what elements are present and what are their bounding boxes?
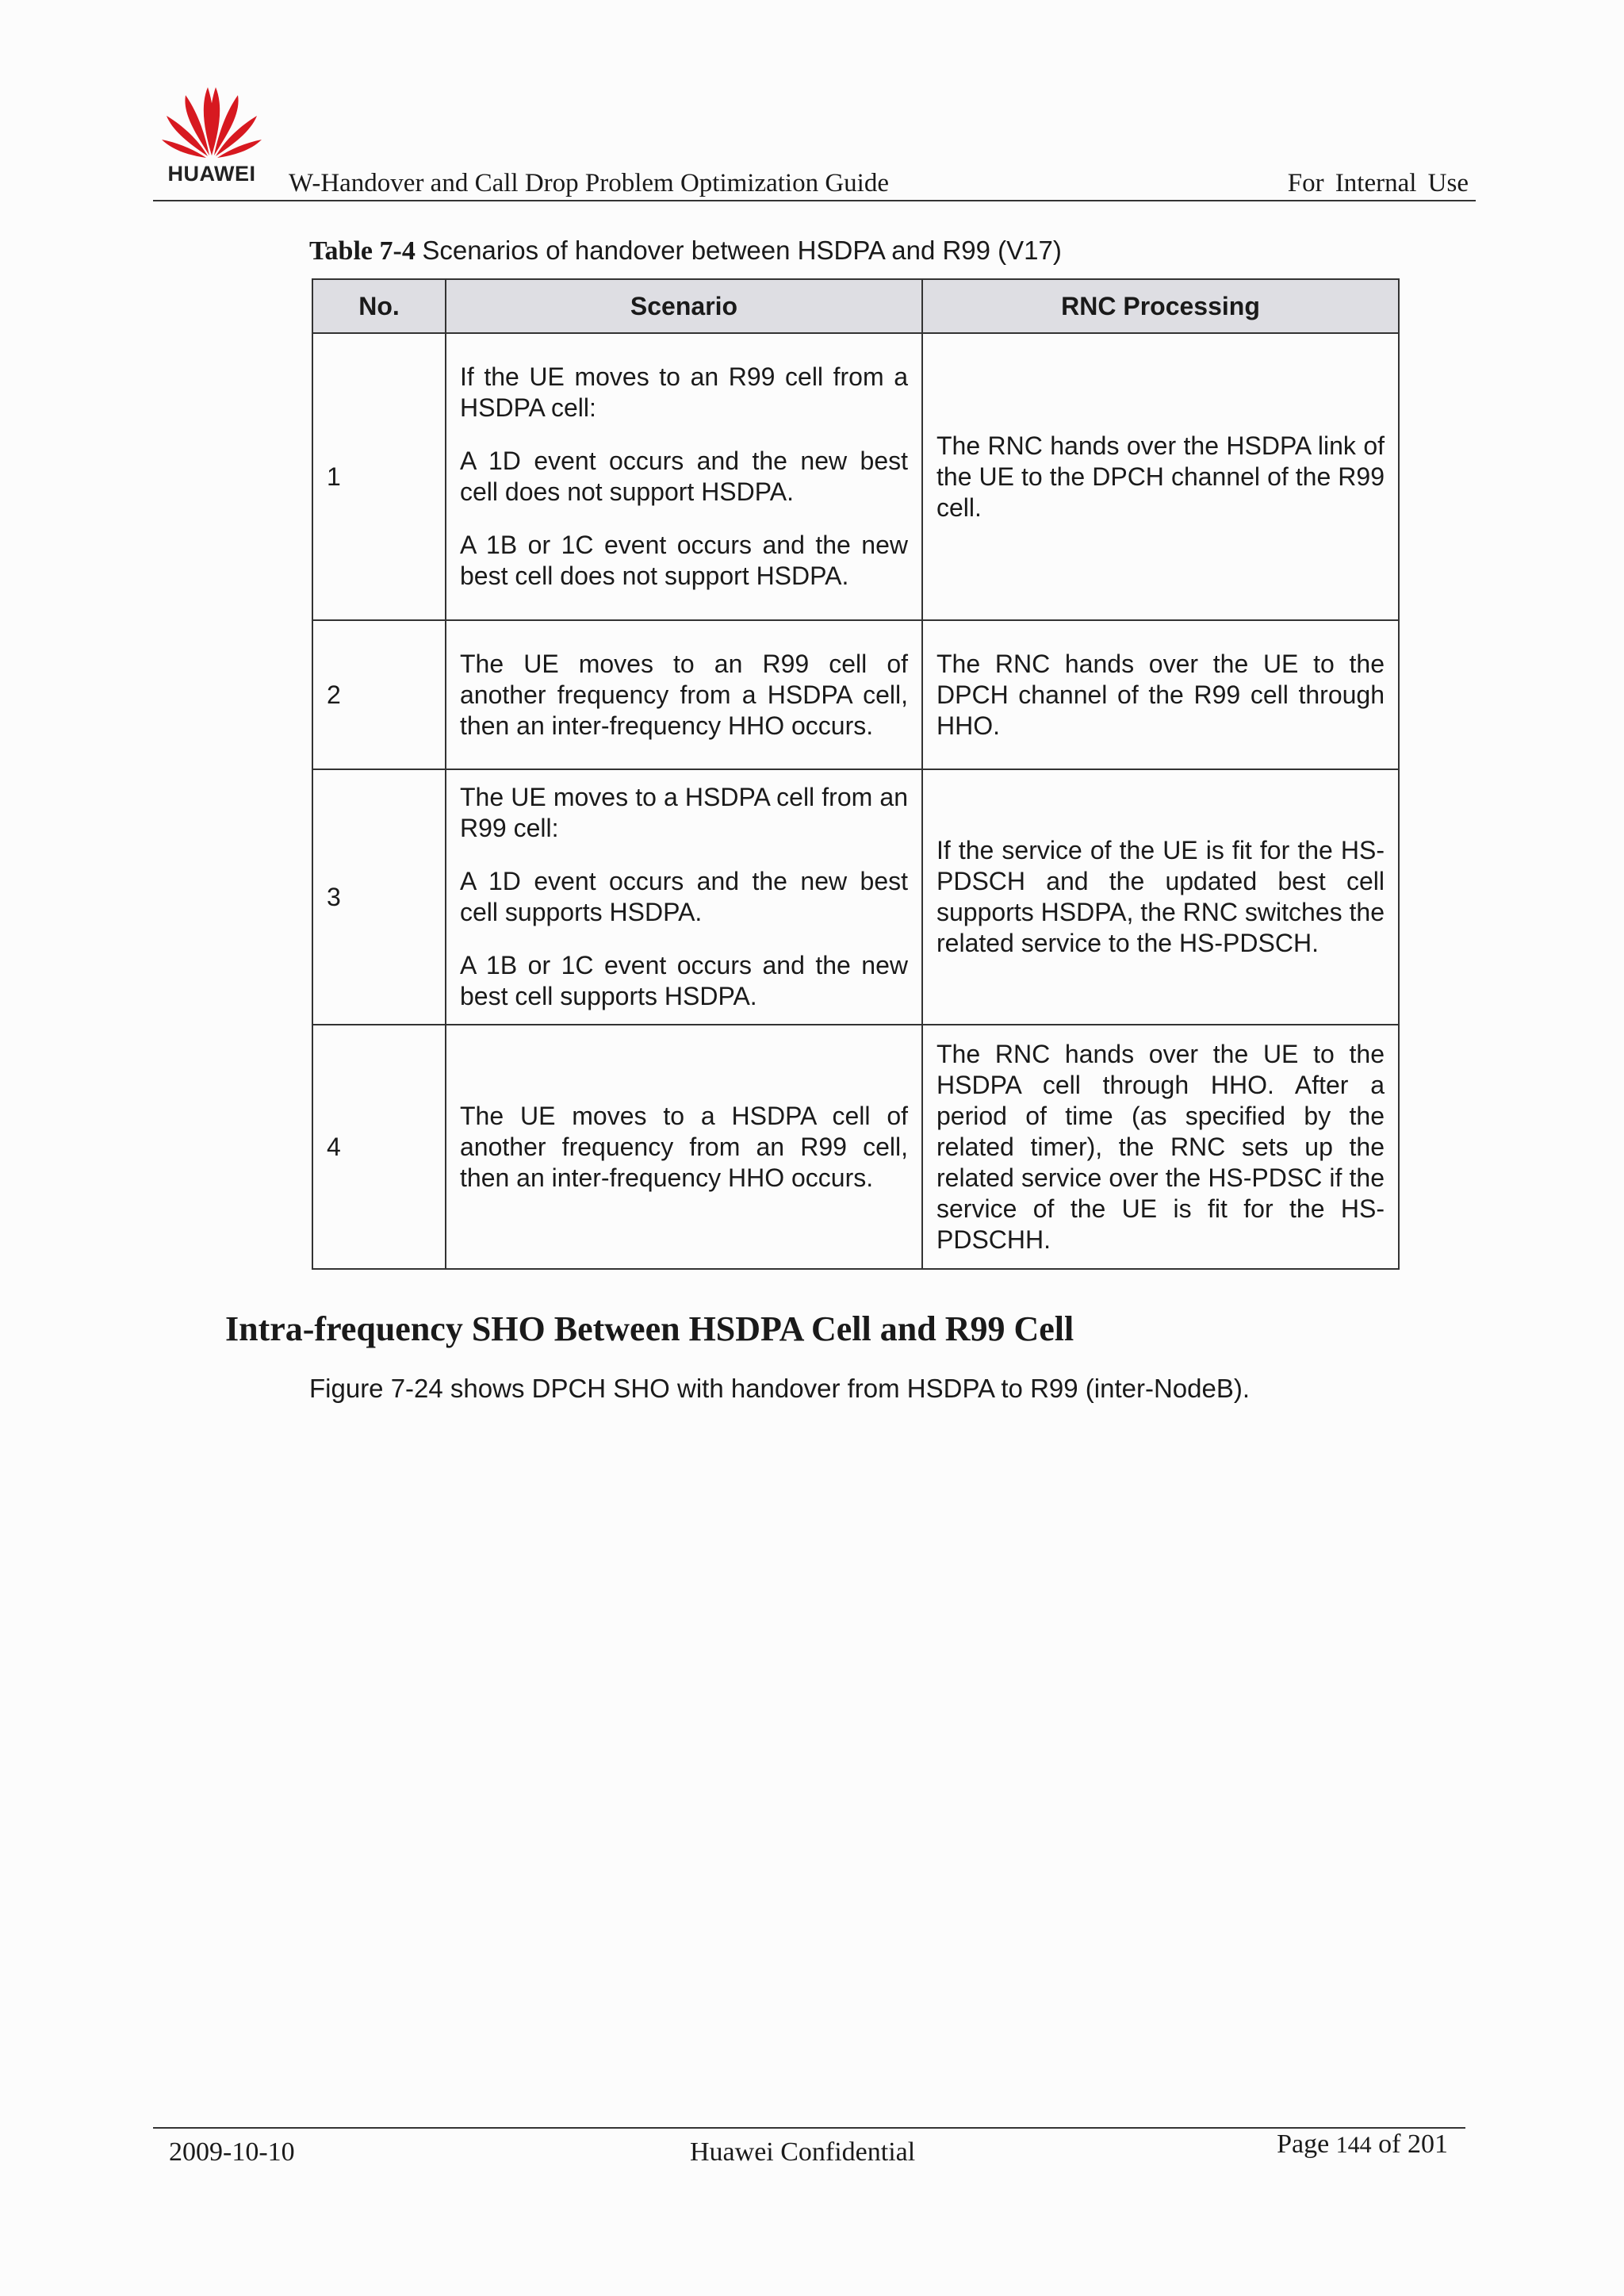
huawei-logo <box>159 82 265 187</box>
rnc-processing-cell: The RNC hands over the HSDPA link of the UE to the DPCH channel of the R99 cell. <box>922 333 1399 620</box>
scenario-paragraph: The UE moves to an R99 cell of another frequency from a HSDPA cell, then an inter-frequency HHO occurs. <box>460 649 908 740</box>
table-row <box>312 620 1399 769</box>
section-heading: Intra-frequency SHO Between HSDPA Cell and R99 Cell <box>225 1309 1074 1348</box>
table-row <box>312 1025 1399 1269</box>
footer-divider <box>153 2127 1465 2129</box>
footer-date: 2009-10-10 <box>169 2137 295 2167</box>
rnc-processing-cell: The RNC hands over the UE to the HSDPA cell through HHO. After a period of time (as specified by the related timer), the RNC sets up the related service over the HS-PDSC if the service of the UE is fit for the HS-PDSCHH. <box>922 1025 1399 1269</box>
row-number: 4 <box>312 1025 446 1269</box>
scenario-paragraph: If the UE moves to an R99 cell from a HSDPA cell: <box>460 362 908 422</box>
page-prefix: Page <box>1277 2129 1330 2159</box>
huawei-logo-text: HUAWEI <box>167 162 256 186</box>
scenario-cell <box>446 769 922 1025</box>
huawei-flower-icon <box>159 82 265 159</box>
scenario-cell <box>446 1025 922 1269</box>
table-row <box>312 333 1399 620</box>
rnc-processing-cell: The RNC hands over the UE to the DPCH channel of the R99 cell through HHO. <box>922 620 1399 769</box>
row-number: 1 <box>312 333 446 620</box>
document-title: W-Handover and Call Drop Problem Optimization Guide <box>289 169 890 197</box>
table-caption-text: Scenarios of handover between HSDPA and R99 (V17) <box>422 236 1062 265</box>
rnc-processing-cell: If the service of the UE is fit for the HS-PDSCH and the updated best cell supports HSDPA, the RNC switches the related service to the HS-PDSCH. <box>922 769 1399 1025</box>
row-number: 2 <box>312 620 446 769</box>
body-paragraph: Figure 7-24 shows DPCH SHO with handover from HSDPA to R99 (inter-NodeB). <box>309 1374 1251 1403</box>
footer-confidential: Huawei Confidential <box>690 2137 916 2167</box>
scenario-paragraph: The UE moves to a HSDPA cell from an R99 cell: <box>460 783 908 842</box>
scenario-paragraph: A 1B or 1C event occurs and the new best cell supports HSDPA. <box>460 951 908 1010</box>
page-number <box>1277 2129 1448 2160</box>
column-header-scenario: Scenario <box>446 279 922 333</box>
scenarios-table <box>312 278 1400 1270</box>
scenario-cell <box>446 620 922 769</box>
scenario-paragraph: A 1B or 1C event occurs and the new best cell does not support HSDPA. <box>460 531 908 590</box>
row-number: 3 <box>312 769 446 1025</box>
column-header-no: No. <box>312 279 446 333</box>
scenario-paragraph: A 1D event occurs and the new best cell supports HSDPA. <box>460 867 908 926</box>
table-caption-label: Table 7-4 <box>309 236 416 266</box>
table-row <box>312 769 1399 1025</box>
header-divider <box>153 200 1476 201</box>
page-total: of 201 <box>1378 2129 1448 2159</box>
table-header-row <box>312 279 1399 333</box>
scenario-paragraph: The UE moves to a HSDPA cell of another frequency from an R99 cell, then an inter-frequency HHO occurs. <box>460 1101 908 1192</box>
page-current: 144 <box>1335 2132 1372 2158</box>
classification-label: For Internal Use <box>1287 169 1469 197</box>
scenario-paragraph: A 1D event occurs and the new best cell does not support HSDPA. <box>460 447 908 506</box>
table-caption <box>309 236 1062 266</box>
scenario-cell <box>446 333 922 620</box>
column-header-rnc-processing: RNC Processing <box>922 279 1399 333</box>
